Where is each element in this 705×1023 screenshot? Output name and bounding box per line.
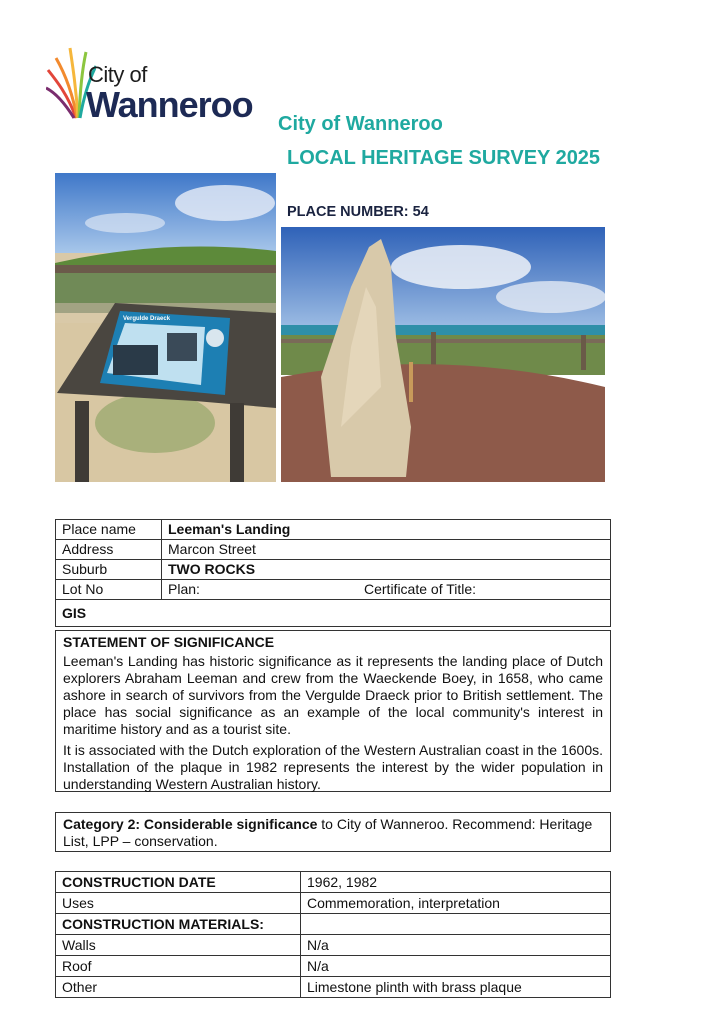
logo-line2: Wanneroo bbox=[86, 84, 253, 125]
materials-label: CONSTRUCTION MATERIALS: bbox=[56, 914, 301, 935]
other-label: Other bbox=[56, 977, 301, 998]
lot-label: Lot No bbox=[56, 580, 162, 600]
table-row bbox=[56, 956, 611, 977]
walls-value: N/a bbox=[301, 935, 611, 956]
sign-title-text: Vergulde Draeck bbox=[123, 316, 171, 322]
plan-label: Plan: bbox=[162, 580, 359, 600]
address-label: Address bbox=[56, 540, 162, 560]
table-row bbox=[56, 914, 611, 935]
survey-title: LOCAL HERITAGE SURVEY 2025 bbox=[287, 147, 601, 169]
plinth-photo bbox=[281, 227, 605, 482]
org-title: City of Wanneroo bbox=[278, 113, 443, 135]
table-row bbox=[56, 872, 611, 893]
place-name-value: Leeman's Landing bbox=[162, 520, 611, 540]
construction-date-value: 1962, 1982 bbox=[301, 872, 611, 893]
suburb-value: TWO ROCKS bbox=[162, 560, 611, 580]
significance-paragraph-2: It is associated with the Dutch exploration of the Western Australian coast in the 1600s. Installation of the plaque in 1982 represents the interest by the wider population in understanding Western Australian history. bbox=[63, 742, 603, 792]
uses-value: Commemoration, interpretation bbox=[301, 893, 611, 914]
table-row bbox=[56, 540, 611, 560]
place-details-table bbox=[55, 519, 611, 627]
table-row bbox=[56, 580, 611, 600]
category-text: to City of Wanneroo. Recommend: Heritage List, LPP – conservation. bbox=[63, 816, 593, 849]
place-number: PLACE NUMBER: 54 bbox=[287, 204, 429, 220]
construction-date-label: CONSTRUCTION DATE bbox=[56, 872, 301, 893]
walls-label: Walls bbox=[56, 935, 301, 956]
significance-heading: STATEMENT OF SIGNIFICANCE bbox=[63, 634, 275, 650]
materials-value bbox=[301, 914, 611, 935]
sign-photo bbox=[55, 173, 276, 482]
statement-of-significance bbox=[55, 630, 611, 792]
roof-value: N/a bbox=[301, 956, 611, 977]
table-row bbox=[56, 520, 611, 540]
gis-label: GIS bbox=[56, 600, 611, 627]
construction-table bbox=[55, 871, 611, 998]
uses-label: Uses bbox=[56, 893, 301, 914]
address-value: Marcon Street bbox=[162, 540, 611, 560]
roof-label: Roof bbox=[56, 956, 301, 977]
logo-line1: City of bbox=[88, 62, 147, 87]
table-row bbox=[56, 893, 611, 914]
city-of-wanneroo-logo bbox=[46, 40, 261, 125]
table-row bbox=[56, 600, 611, 627]
category-heading: Category 2: Considerable significance bbox=[63, 816, 318, 832]
other-value: Limestone plinth with brass plaque bbox=[301, 977, 611, 998]
category-box bbox=[55, 812, 611, 852]
certificate-label: Certificate of Title: bbox=[358, 580, 611, 600]
table-row bbox=[56, 560, 611, 580]
significance-paragraph-1: Leeman's Landing has historic significance as it represents the landing place of Dutch explorers Abraham Leeman and crew from the Waeckende Boey, in 1658, who came ashore in search of survivors from the Vergulde Draeck prior to British settlement. The place has social significance as an example of the local community's interest in maritime history and as a tourist site. bbox=[63, 653, 603, 737]
table-row bbox=[56, 977, 611, 998]
suburb-label: Suburb bbox=[56, 560, 162, 580]
table-row bbox=[56, 935, 611, 956]
place-name-label: Place name bbox=[56, 520, 162, 540]
